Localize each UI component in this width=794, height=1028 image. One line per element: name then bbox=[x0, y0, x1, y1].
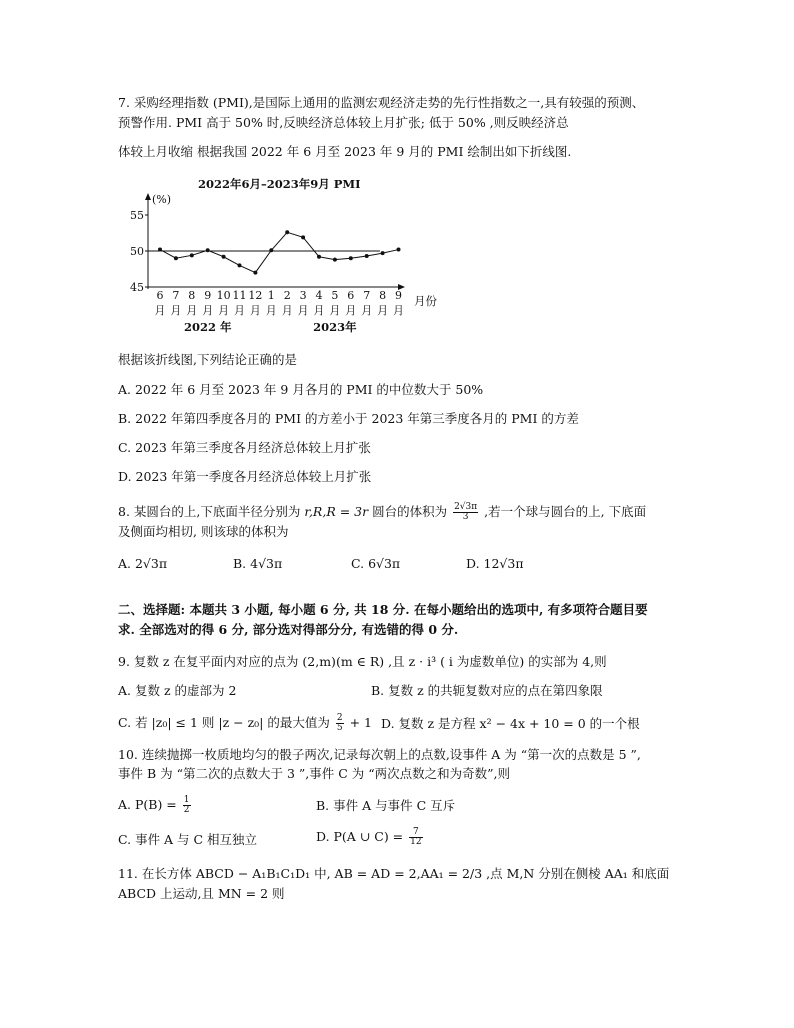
x-axis-label: 月份 bbox=[414, 294, 437, 308]
q8-option-a: A. 2√3π bbox=[118, 556, 168, 571]
x-tick-month: 4 bbox=[315, 289, 323, 302]
x-tick-month-char: 月 bbox=[281, 304, 293, 317]
q8-radius-vars: r,R,R = 3r bbox=[304, 504, 369, 519]
q8-volume-num: 2√3π bbox=[454, 502, 478, 512]
x-tick-month: 10 bbox=[216, 289, 231, 302]
q9-option-c-num: 2 bbox=[336, 713, 343, 723]
pmi-data-point bbox=[269, 248, 273, 252]
q10-option-d bbox=[316, 828, 425, 847]
q10-line2: 事件 B 为 “第二次的点数大于 3 ”,事件 C 为 “两次点数之和为奇数”,则 bbox=[118, 766, 510, 781]
q8-line1-b: 圆台的体积为 bbox=[372, 504, 448, 519]
q8-line1-a: 8. 某圆台的上,下底面半径分别为 bbox=[118, 504, 301, 519]
q8-line1-c: ,若一个球与圆台的上, 下底面 bbox=[484, 504, 647, 519]
x-tick-month: 9 bbox=[395, 289, 402, 302]
pmi-data-point bbox=[206, 248, 210, 252]
x-tick-month: 8 bbox=[379, 289, 387, 302]
pmi-data-point bbox=[158, 248, 162, 252]
q9-option-c-den: 5 bbox=[336, 723, 343, 733]
x-tick-month: 7 bbox=[172, 289, 180, 302]
pmi-series-line bbox=[160, 232, 399, 272]
x-tick-month: 6 bbox=[347, 289, 355, 302]
x-tick-month-char: 月 bbox=[345, 304, 357, 317]
x-tick-month-char: 月 bbox=[265, 304, 277, 317]
x-tick-month-char: 月 bbox=[202, 304, 214, 317]
x-tick-month-char: 月 bbox=[393, 304, 404, 317]
q10-option-b: B. 事件 A 与事件 C 互斥 bbox=[316, 798, 456, 813]
q10-option-d-text: D. P(A ∪ C) = bbox=[316, 829, 404, 844]
year-label-2023: 2023年 bbox=[313, 320, 357, 334]
x-tick-month: 2 bbox=[283, 289, 291, 302]
q9-option-c-fraction bbox=[336, 714, 344, 733]
pmi-data-point bbox=[238, 263, 242, 267]
x-tick-month-char: 月 bbox=[186, 304, 198, 317]
q7-option-d: D. 2023 年第一季度各月经济总体较上月扩张 bbox=[118, 469, 372, 484]
q7-line1: 7. 采购经理指数 (PMI),是国际上通用的监测宏观经济走势的先行性指数之一,具有较强的预测、 bbox=[118, 95, 645, 110]
x-tick-month: 8 bbox=[188, 289, 196, 302]
q10-option-d-num: 7 bbox=[409, 828, 422, 838]
q7-question: 根据该折线图,下列结论正确的是 bbox=[118, 352, 297, 367]
x-tick-month-char: 月 bbox=[154, 304, 166, 317]
chart-title: 2022年6月–2023年9月 PMI bbox=[198, 177, 361, 191]
pmi-data-point bbox=[397, 248, 401, 252]
q7-option-a: A. 2022 年 6 月至 2023 年 9 月各月的 PMI 的中位数大于 50% bbox=[118, 382, 484, 397]
x-tick-month-char: 月 bbox=[234, 304, 245, 317]
pmi-data-point bbox=[253, 271, 257, 275]
q9-option-b: B. 复数 z 的共轭复数对应的点在第四象限 bbox=[371, 683, 603, 698]
q8-line2: 及侧面均相切, 则该球的体积为 bbox=[118, 524, 289, 539]
q9-option-d: D. 复数 z 是方程 x² − 4x + 10 = 0 的一个根 bbox=[381, 716, 640, 731]
q11-line1: 11. 在长方体 ABCD − A₁B₁C₁D₁ 中, AB = AD = 2,AA₁ = 2/3 ,点 M,N 分别在侧棱 AA₁ 和底面 bbox=[118, 866, 670, 881]
x-tick-month: 3 bbox=[299, 289, 307, 302]
y-tick-label: 50 bbox=[130, 245, 144, 258]
x-tick-month-char: 月 bbox=[361, 304, 373, 317]
x-tick-month: 5 bbox=[331, 289, 339, 302]
q8-option-b: B. 4√3π bbox=[233, 556, 283, 571]
x-tick-month: 7 bbox=[363, 289, 371, 302]
x-tick-month-char: 月 bbox=[297, 304, 309, 317]
q9-option-c bbox=[118, 714, 372, 733]
y-tick-label: 45 bbox=[130, 281, 144, 294]
y-axis-unit: (%) bbox=[152, 193, 172, 206]
q9-option-c-a: C. 若 |z₀| ≤ 1 则 |z − z₀| 的最大值为 bbox=[118, 715, 330, 730]
x-tick-month-char: 月 bbox=[170, 304, 182, 317]
pmi-data-point bbox=[381, 251, 385, 255]
q8-volume-fraction bbox=[453, 503, 478, 522]
x-tick-month-char: 月 bbox=[329, 304, 341, 317]
q8-line1 bbox=[118, 503, 646, 522]
q7-line3: 体较上月收缩 根据我国 2022 年 6 月至 2023 年 9 月的 PMI 绘制出如下折线图. bbox=[118, 144, 572, 159]
q10-line1: 10. 连续抛掷一枚质地均匀的骰子两次,记录每次朝上的点数,设事件 A 为 “第一次的点数是 5 ”, bbox=[118, 747, 641, 762]
x-tick-month: 12 bbox=[248, 289, 263, 302]
pmi-line-chart bbox=[118, 170, 458, 340]
y-axis-arrow bbox=[145, 193, 151, 200]
q10-option-d-fraction bbox=[409, 828, 422, 847]
pmi-data-point bbox=[349, 256, 353, 260]
q7-option-c: C. 2023 年第三季度各月经济总体较上月扩张 bbox=[118, 440, 371, 455]
x-tick-month-char: 月 bbox=[377, 304, 389, 317]
x-tick-month-char: 月 bbox=[218, 304, 230, 317]
section2-heading-line1: 二、选择题: 本题共 3 小题, 每小题 6 分, 共 18 分. 在每小题给出的选项中, 有多项符合题目要 bbox=[118, 602, 648, 617]
x-tick-month-char: 月 bbox=[313, 304, 325, 317]
x-tick-month-char: 月 bbox=[249, 304, 261, 317]
q10-option-a-num: 1 bbox=[183, 795, 190, 805]
year-label-2022: 2022 年 bbox=[183, 320, 232, 334]
q10-option-a-text: A. P(B) = bbox=[118, 797, 177, 812]
q10-option-a-den: 2 bbox=[183, 805, 190, 815]
q10-option-d-den: 12 bbox=[410, 837, 422, 847]
q7-line2: 预警作用. PMI 高于 50% 时,反映经济总体较上月扩张; 低于 50% ,则反映经济总 bbox=[118, 115, 569, 130]
pmi-data-point bbox=[174, 256, 178, 260]
q9-line1: 9. 复数 z 在复平面内对应的点为 (2,m)(m ∈ R) ,且 z · i³ ( i 为虚数单位) 的实部为 4,则 bbox=[118, 654, 607, 669]
q7-option-b: B. 2022 年第四季度各月的 PMI 的方差小于 2023 年第三季度各月的 PMI 的方差 bbox=[118, 411, 579, 426]
q8-option-c: C. 6√3π bbox=[351, 556, 401, 571]
x-tick-month: 11 bbox=[232, 289, 247, 302]
q11-line2: ABCD 上运动,且 MN = 2 则 bbox=[118, 886, 285, 901]
q8-option-d: D. 12√3π bbox=[466, 556, 524, 571]
q10-option-a-fraction bbox=[183, 796, 191, 815]
x-tick-month: 1 bbox=[267, 289, 275, 302]
pmi-data-point bbox=[301, 235, 305, 239]
x-tick-month: 9 bbox=[204, 289, 212, 302]
pmi-data-point bbox=[333, 258, 337, 262]
q9-option-a: A. 复数 z 的虚部为 2 bbox=[118, 683, 237, 698]
pmi-data-point bbox=[222, 255, 226, 259]
pmi-data-point bbox=[190, 253, 194, 257]
q10-option-c: C. 事件 A 与 C 相互独立 bbox=[118, 832, 258, 847]
pmi-data-point bbox=[365, 254, 369, 258]
q9-option-c-b: + 1 bbox=[349, 715, 372, 730]
pmi-data-point bbox=[317, 255, 321, 259]
section2-heading-line2: 求. 全部选对的得 6 分, 部分选对得部分分, 有选错的得 0 分. bbox=[118, 622, 459, 637]
q8-volume-den: 3 bbox=[462, 512, 469, 522]
pmi-data-point bbox=[285, 230, 289, 234]
y-tick-label: 55 bbox=[130, 209, 144, 222]
q10-option-a bbox=[118, 796, 193, 815]
x-tick-month: 6 bbox=[156, 289, 164, 302]
